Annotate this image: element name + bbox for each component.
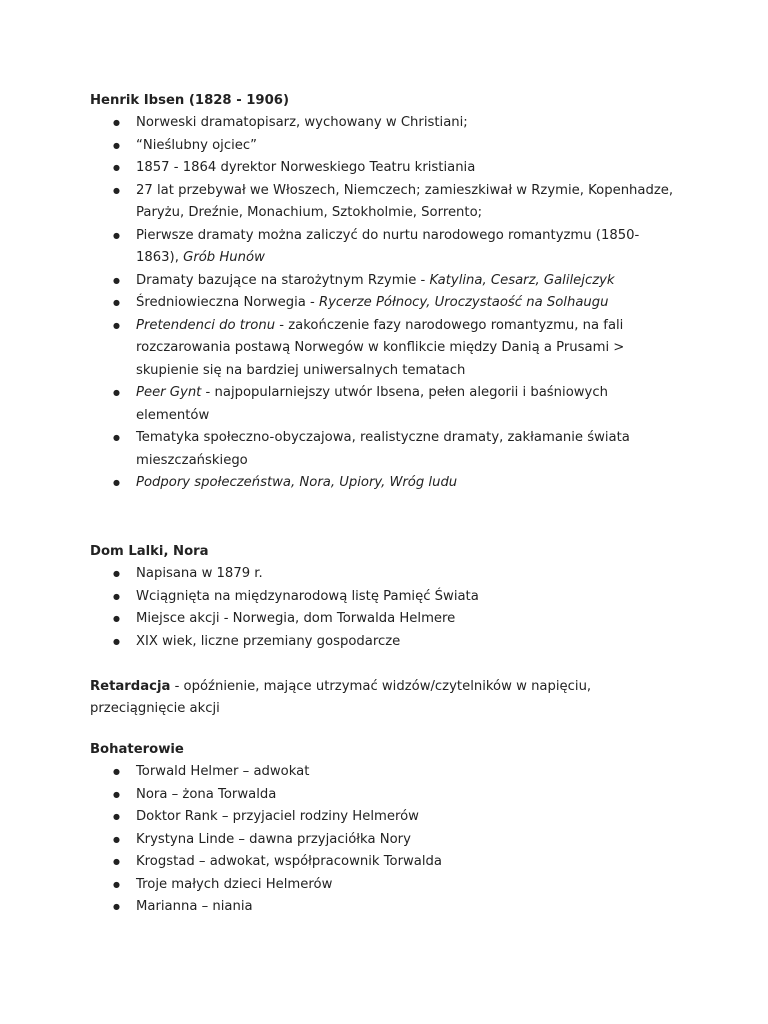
list-item: ● XIX wiek, liczne przemiany gospodarcze — [90, 631, 680, 654]
bohaterowie-list — [90, 761, 680, 919]
list-item: ● 27 lat przebywał we Włoszech, Niemczech; zamieszkiwał w Rzymie, Kopenhadze, Paryżu, Dreźnie, Monachium, Sztokholmie, Sorrento; — [90, 180, 680, 225]
list-item: ● Peer Gynt - najpopularniejszy utwór Ibsena, pełen alegorii i baśniowych elementów — [90, 382, 680, 427]
list-item: ● Dramaty bazujące na starożytnym Rzymie - Katylina, Cesarz, Galilejczyk — [90, 270, 680, 293]
list-item: ● Krogstad – adwokat, współpracownik Torwalda — [90, 851, 680, 874]
list-item: ● Troje małych dzieci Helmerów — [90, 874, 680, 897]
list-item: ● Wciągnięta na międzynarodową listę Pamięć Świata — [90, 586, 680, 609]
ibsen-section — [90, 90, 680, 495]
list-item: ● Napisana w 1879 r. — [90, 563, 680, 586]
bohaterowie-heading: Bohaterowie — [90, 742, 184, 757]
list-item: ● Pretendenci do tronu - zakończenie fazy narodowego romantyzmu, na fali rozczarowania postawą Norwegów w konflikcie między Danią a Prusami > skupienie się na bardziej uniwersalnych tematach — [90, 315, 680, 383]
list-item: ● Pierwsze dramaty można zaliczyć do nurtu narodowego romantyzmu (1850-1863), Grób Hunów — [90, 225, 680, 270]
list-item: ● Średniowieczna Norwegia - Rycerze Północy, Uroczystaość na Solhaugu — [90, 292, 680, 315]
retardacja-definition: - opóźnienie, mające utrzymać widzów/czytelników w napięciu, przeciągnięcie akcji — [90, 679, 592, 716]
list-item: ● Krystyna Linde – dawna przyjaciółka Nory — [90, 829, 680, 852]
list-item: ● 1857 - 1864 dyrektor Norweskiego Teatru kristiania — [90, 157, 680, 180]
list-item: ● Torwald Helmer – adwokat — [90, 761, 680, 784]
list-item: ● Doktor Rank – przyjaciel rodziny Helmerów — [90, 806, 680, 829]
retardacja-term: Retardacja — [90, 679, 171, 694]
bohaterowie-section — [90, 739, 680, 919]
dom-lalki-section — [90, 541, 680, 653]
list-item: ● Podpory społeczeństwa, Nora, Upiory, Wróg ludu — [90, 472, 680, 495]
ibsen-list — [90, 112, 680, 495]
list-item: ● Nora – żona Torwalda — [90, 784, 680, 807]
list-item: ● Miejsce akcji - Norwegia, dom Torwalda Helmere — [90, 608, 680, 631]
list-item: ● “Nieślubny ojciec” — [90, 135, 680, 158]
list-item: ● Norweski dramatopisarz, wychowany w Christiani; — [90, 112, 680, 135]
retardacja-paragraph — [90, 676, 680, 720]
dom-lalki-heading: Dom Lalki, Nora — [90, 544, 209, 559]
dom-lalki-list — [90, 563, 680, 653]
list-item: ● Marianna – niania — [90, 896, 680, 919]
ibsen-heading: Henrik Ibsen (1828 - 1906) — [90, 93, 289, 108]
list-item: ● Tematyka społeczno-obyczajowa, realistyczne dramaty, zakłamanie świata mieszczańskiego — [90, 427, 680, 472]
